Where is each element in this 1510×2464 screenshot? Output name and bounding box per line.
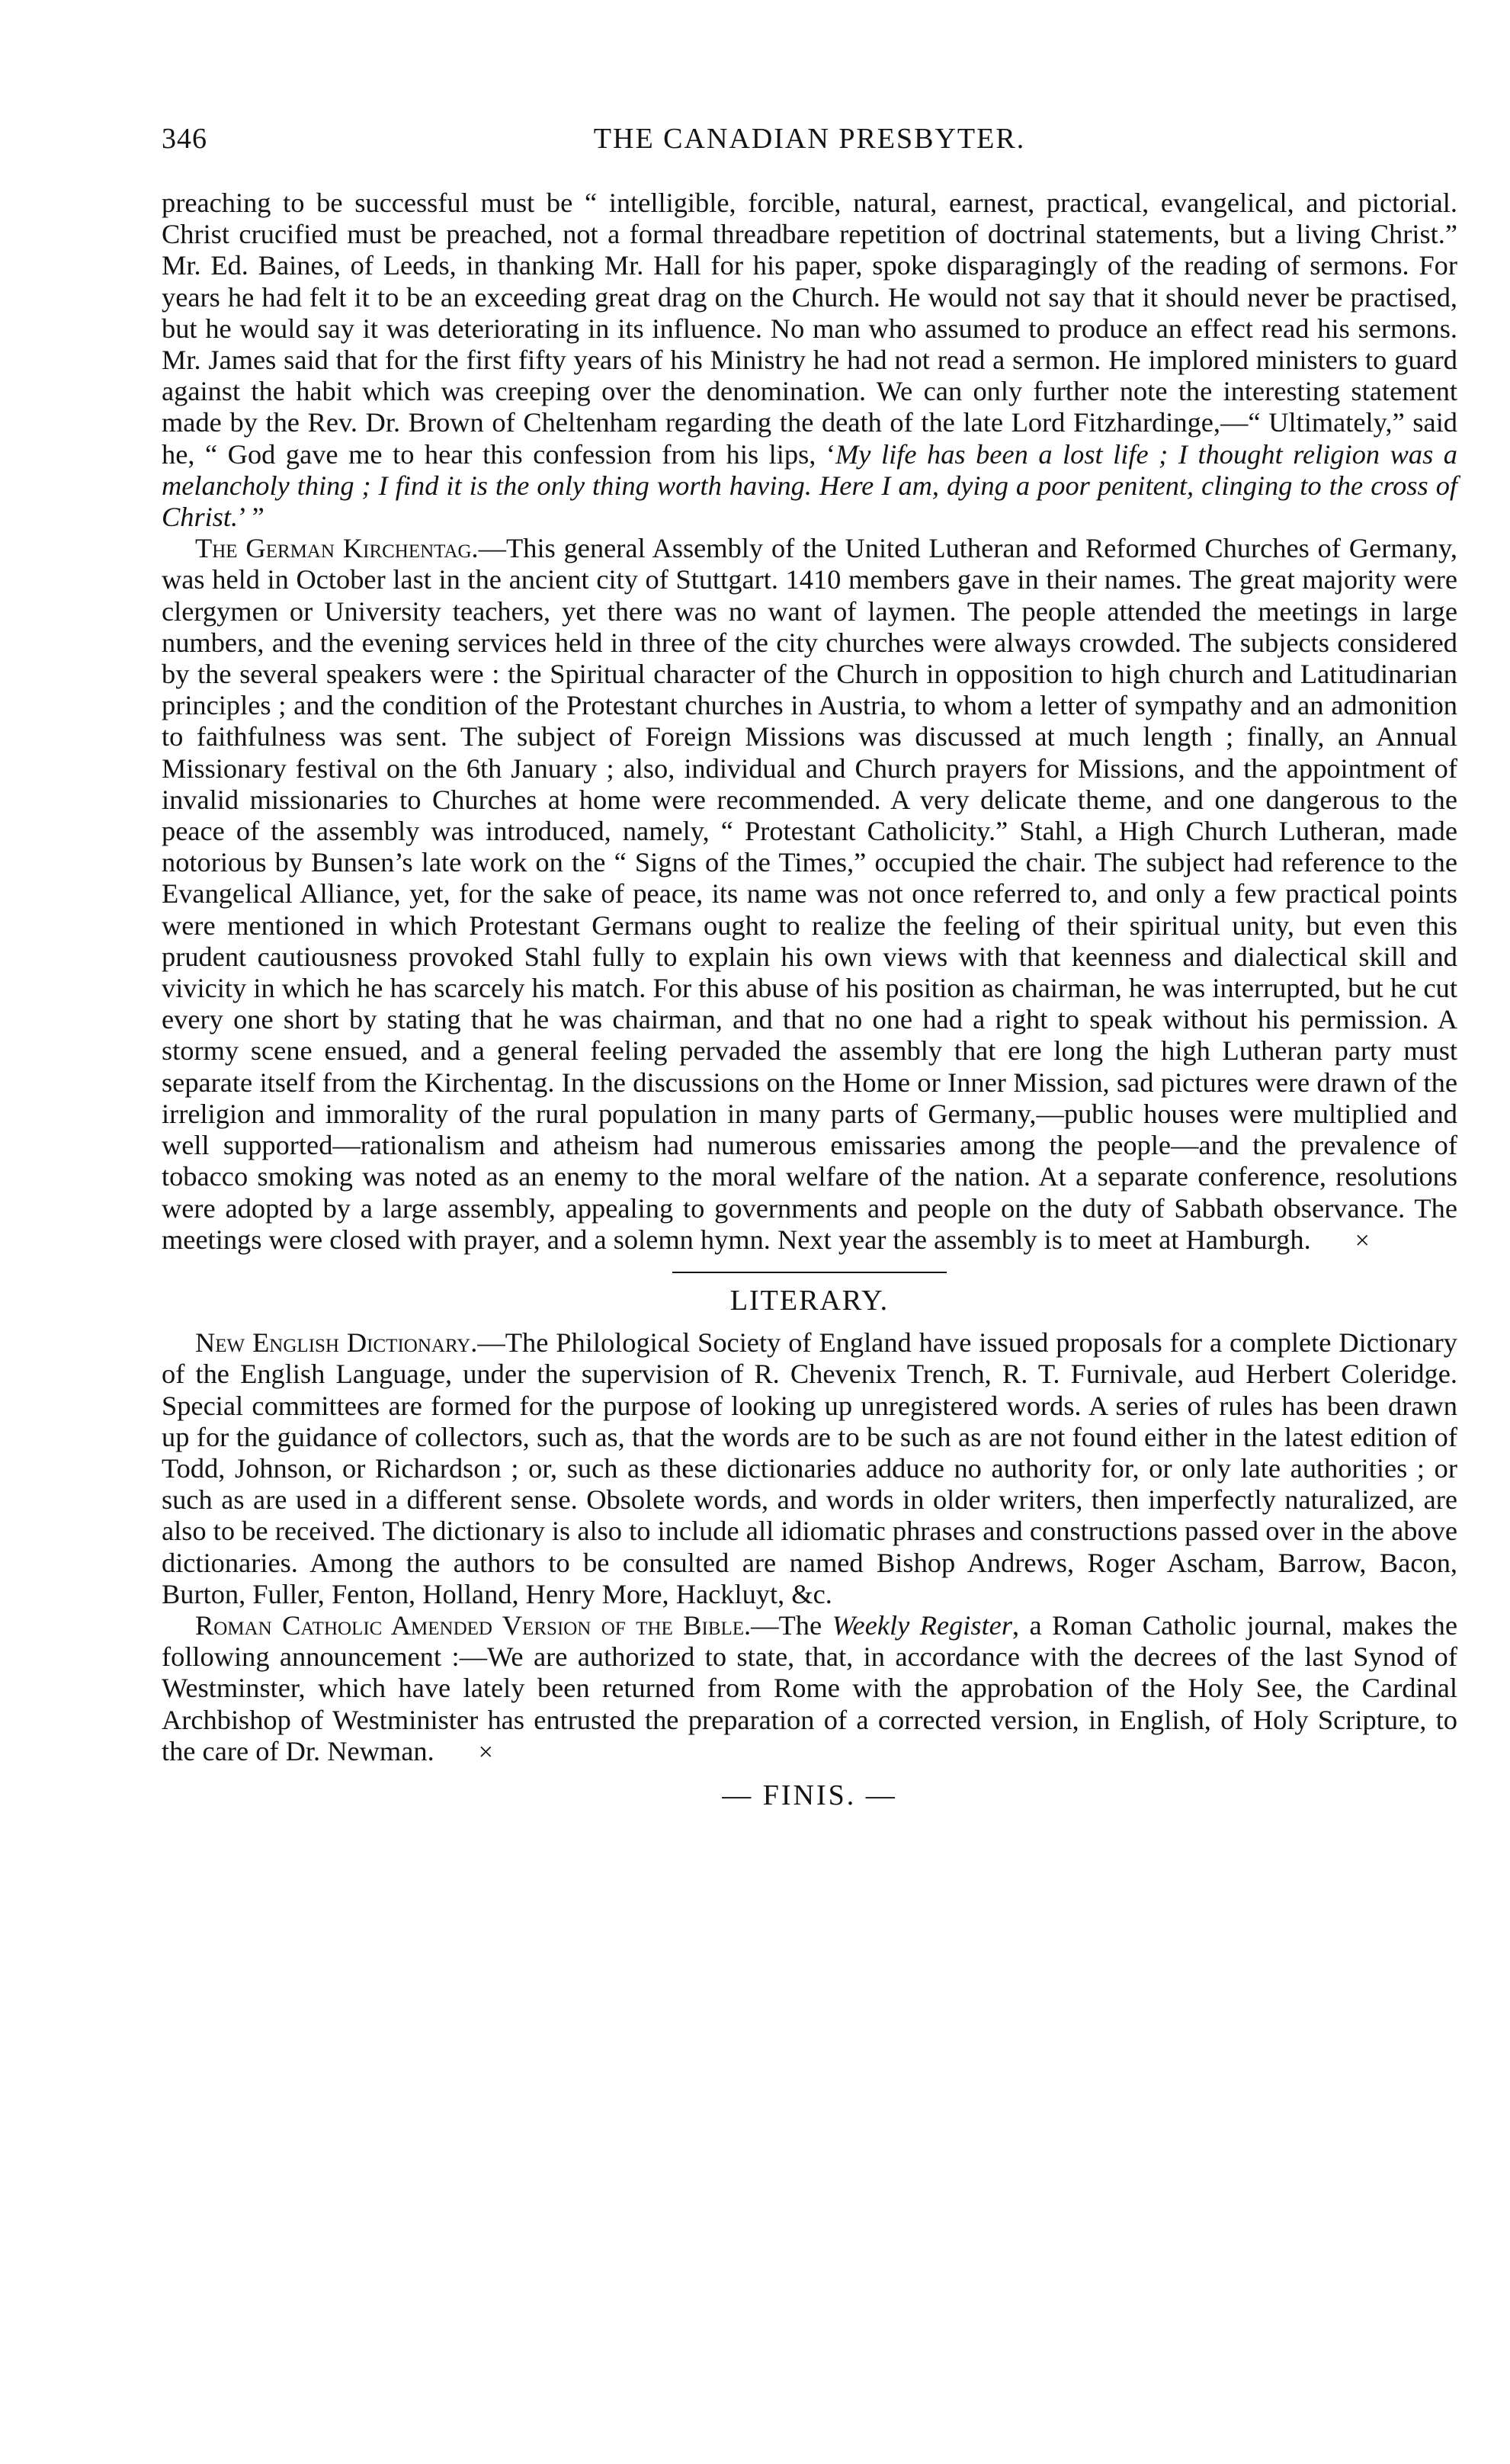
editor-mark-2: × bbox=[478, 1737, 493, 1766]
bible-text-post: , a Roman Catholic journal, makes the following announcement :—We are authorized to state, that, in accordance with the decrees of the last Synod of Westminster, which have lately been returned from Rome with the approbation of the Holy See, the Cardinal Archbishop of Westminister has entrusted the preparation of a corrected version, in English, of Holy Scripture, to the care of Dr. Newman. bbox=[162, 1609, 1457, 1766]
section-divider bbox=[672, 1272, 947, 1273]
literary-heading: LITERARY. bbox=[729, 1284, 890, 1317]
kirchentag-paragraph bbox=[162, 533, 1457, 1256]
fitzhardinge-quote: My life has been a lost life ; I thought religion was a melancholy thing ; I find it is the only thing worth having. Here I am, dying a poor penitent, clinging to the cross of Christ. bbox=[162, 438, 1457, 533]
article-continued-text: preaching to be successful must be “ intelligible, forcible, natural, earnest, practical, evangelical, and pictorial. Christ crucified must be preached, not a formal threadbare repetition of doctrinal statements, but a living Christ.” Mr. Ed. Baines, of Leeds, in thanking Mr. Hall for his paper, spoke disparagingly of the reading of sermons. For years he had felt it to be an exceeding great drag on the Church. He would not say that it should never be practised, but he would say it was deteriorating in its influence. No man who assumed to produce an effect read his sermons. Mr. James said that for the first fifty years of his Ministry he had not read a sermon. He implored ministers to guard against the habit which was creeping over the denomination. We can only further note the interesting statement made by the Rev. Dr. Brown of Cheltenham regarding the death of the late Lord Fitzhardinge,—“ Ultimately,” said he, “ God gave me to hear this confession from his lips, ‘ bbox=[162, 188, 1457, 470]
dictionary-text: —The Philological Society of England have issued proposals for a complete Dictionary of the English Language, under the supervision of R. Chevenix Trench, R. T. Furnivale, aud Herbert Coleridge. Special committees are formed for the purpose of looking up unregistered words. A series of rules has been drawn up for the guidance of collectors, such as, that the words are to be such as are not found either in the latest edition of Todd, Johnson, or Richardson ; or, such as these dictionaries adduce no authority for, or only late authorities ; or such as are used in a different sense. Obsolete words, and words in older writers, then imperfectly naturalized, are also to be received. The dictionary is also to include all idiomatic phrases and constructions passed over in the above dictionaries. Among the authors to be consulted are named Bishop Andrews, Roger Ascham, Barrow, Bacon, Burton, Fuller, Fenton, Holland, Henry More, Hackluyt, &c. bbox=[162, 1327, 1457, 1609]
kirchentag-text: —This general Assembly of the United Lutheran and Reformed Churches of Germany, was held in October last in the ancient city of Stuttgart. 1410 members gave in their names. The great majority were clergymen or University teachers, yet there was no want of laymen. The people attended the meetings in large numbers, and the evening services held in three of the city churches were always crowded. The subjects considered by the several speakers were : the Spiritual character of the Church in opposition to high church and Latitudinarian principles ; and the condition of the Protestant churches in Austria, to whom a letter of sympathy and an admonition to faithfulness was sent. The subject of Foreign Missions was discussed at much length ; finally, an Annual Missionary festival on the 6th January ; also, individual and Church prayers for Missions, and the appointment of invalid missionaries to Churches at home were recommended. A very delicate theme, and one dangerous to the peace of the assembly was introduced, namely, “ Protestant Catholicity.” Stahl, a High Church Lutheran, made notorious by Bunsen’s late work on the “ Signs of the Times,” occupied the chair. The subject had reference to the Evangelical Alliance, yet, for the sake of peace, its name was not once referred to, and only a few practical points were mentioned in which Protestant Germans ought to realize the feeling of their spiritual unity, but even this prudent cautiousness provoked Stahl fully to explain his own views with that keenness and dialectical skill and vivicity in which he has scarcely his match. For this abuse of his position as chairman, he was interrupted, but he cut every one short by stating that he was chairman, and that no one had a right to speak without his permission. A stormy scene ensued, and a general feeling pervaded the assembly that ere long the high Lutheran party must separate itself from the Kirchentag. In the discussions on the Home or Inner Mission, sad pictures were drawn of the irreligion and immorality of the rural population in many parts of Germany,—public houses were multiplied and well supported—rationalism and atheism had numerous emissaries among the people—and the prevalence of tobacco smoking was noted as an enemy to the moral welfare of the nation. At a separate conference, resolutions were adopted by a large assembly, appealing to governments and people on the duty of Sabbath observance. The meetings were closed with prayer, and a solemn hymn. Next year the assembly is to meet at Hamburgh. bbox=[162, 533, 1457, 1255]
running-title: THE CANADIAN PRESBYTER. bbox=[593, 123, 1026, 155]
bible-paragraph bbox=[162, 1610, 1457, 1768]
finis: — FINIS. — bbox=[722, 1779, 897, 1811]
editor-mark-1: × bbox=[1355, 1226, 1370, 1255]
bible-text-pre: —The bbox=[751, 1609, 832, 1641]
quote-close: ’ ” bbox=[238, 502, 264, 533]
page-body bbox=[162, 188, 1457, 1811]
bible-lead: Roman Catholic Amended Version of the Bible. bbox=[195, 1609, 752, 1641]
dictionary-lead: New English Dictionary. bbox=[195, 1327, 478, 1359]
page-number: 346 bbox=[162, 123, 207, 155]
article-continued-paragraph bbox=[162, 188, 1457, 533]
dictionary-paragraph bbox=[162, 1327, 1457, 1610]
weekly-register-title: Weekly Register bbox=[832, 1609, 1012, 1641]
kirchentag-lead: The German Kirchentag. bbox=[195, 533, 479, 564]
page-header bbox=[162, 122, 1457, 162]
